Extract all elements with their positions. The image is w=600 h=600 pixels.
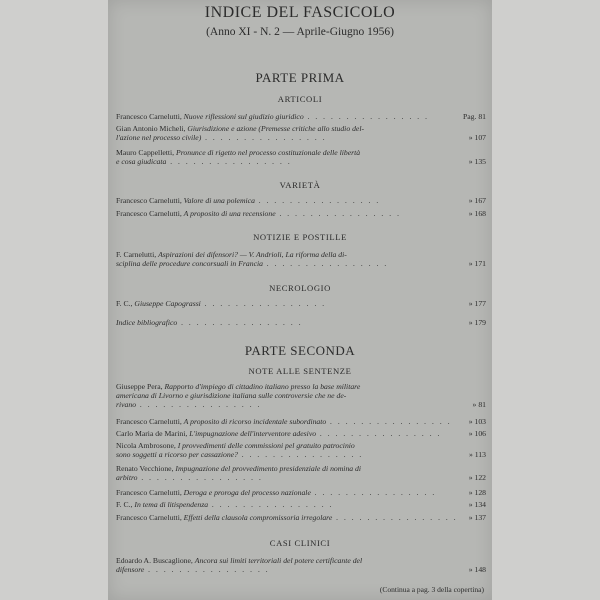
entry-author: Carlo Maria de Marini, xyxy=(116,429,188,438)
entry-title: Pronunce di rigetto nel processo costituzionale delle libertà xyxy=(176,148,361,157)
toc-entry xyxy=(116,148,486,166)
entry-title-cont: americana di Livorno e giurisdizione italiana sulle controversie che ne de- xyxy=(116,391,347,401)
entry-page: » 168 xyxy=(468,209,486,218)
section-necrologio: NECROLOGIO xyxy=(269,283,331,293)
entry-page: » 107 xyxy=(468,133,486,143)
entry-author: Nicola Ambrosone, xyxy=(116,441,176,450)
entry-page: Pag. 81 xyxy=(462,112,486,121)
entry-title: A proposito di ricorso incidentale subordinato . . . xyxy=(184,417,452,426)
entry-title-cont: l'azione nel processo civile) . . . xyxy=(116,133,327,142)
toc-entry xyxy=(116,382,486,410)
toc-entry xyxy=(116,441,486,459)
entry-title: Giuseppe Capograssi . . . xyxy=(134,299,326,308)
entry-author: Francesco Carnelutti, xyxy=(116,417,182,426)
entry-author: Mauro Cappelletti, xyxy=(116,148,175,157)
entry-title-cont: e cosa giudicata . . . xyxy=(116,157,292,166)
entry-author: F. C., xyxy=(116,299,133,308)
entry-page: » 113 xyxy=(468,450,486,460)
toc-entry xyxy=(116,124,486,142)
entry-title: Valore di una polemica . . . xyxy=(184,196,381,205)
toc-entry xyxy=(116,513,486,522)
entry-title-cont: rivano . . . xyxy=(116,400,262,409)
toc-entry xyxy=(116,488,486,497)
entry-title: L'impugnazione dell'interventore adesivo . . . xyxy=(189,429,441,438)
toc-entry xyxy=(116,196,486,205)
entry-page: » 179 xyxy=(468,318,486,327)
section-note: NOTE ALLE SENTENZE xyxy=(248,366,352,376)
section-articoli: ARTICOLI xyxy=(277,94,323,104)
section-varieta: VARIETÀ xyxy=(279,180,321,190)
entry-title: Aspirazioni dei difensori? — V. Andrioli, La riforma della di- xyxy=(158,250,347,259)
entry-title: A proposito di una recensione . . . xyxy=(184,209,401,218)
entry-title: Ancora sui limiti territoriali del potere certificante del xyxy=(194,556,363,565)
toc-entry xyxy=(116,429,486,438)
page-subtitle: (Anno XI - N. 2 — Aprile-Giugno 1956) xyxy=(206,26,394,38)
entry-author: Francesco Carnelutti, xyxy=(116,209,182,218)
entry-title: Indice bibliografico . . . xyxy=(116,318,303,327)
entry-page: » 128 xyxy=(468,488,486,497)
page xyxy=(108,0,492,600)
entry-page: » 177 xyxy=(468,299,486,308)
entry-page: » 148 xyxy=(468,565,486,575)
entry-title: Rapporto d'impiego di cittadino italiano presso la base militare xyxy=(164,382,361,391)
part-heading-prima: PARTE PRIMA xyxy=(255,70,345,85)
entry-title: I provvedimenti delle commissioni pel gratuito patrocinio xyxy=(177,441,355,450)
entry-author: Francesco Carnelutti, xyxy=(116,196,182,205)
toc-entry xyxy=(116,112,486,121)
section-casi: CASI CLINICI xyxy=(269,538,331,548)
entry-page: » 81 xyxy=(472,400,486,410)
entry-title-cont: difensore . . . xyxy=(116,565,270,574)
entry-author: Gian Antonio Micheli, xyxy=(116,124,186,133)
entry-title: Effetti della clausola compromissoria irregolare . . . xyxy=(184,513,458,522)
entry-author: Edoardo A. Buscaglione, xyxy=(116,556,193,565)
entry-author: Francesco Carnelutti, xyxy=(116,513,182,522)
toc-entry xyxy=(116,299,486,308)
entry-author: Francesco Carnelutti, xyxy=(116,488,182,497)
page-title: INDICE DEL FASCICOLO xyxy=(204,4,396,21)
entry-title-cont: arbitro . . . xyxy=(116,473,263,482)
entry-author: F. Carnelutti, xyxy=(116,250,157,259)
entry-author: Giuseppe Pera, xyxy=(116,382,163,391)
entry-title: Deroga e proroga del processo nazionale . . . xyxy=(184,488,437,497)
entry-page: » 103 xyxy=(468,417,486,426)
toc-entry xyxy=(116,464,486,482)
entry-page: » 167 xyxy=(468,196,486,205)
toc-entry xyxy=(116,209,486,218)
toc-entry xyxy=(116,556,486,574)
entry-title: Giurisdizione e azione (Premesse critiche allo studio del- xyxy=(187,124,365,133)
toc-entry xyxy=(116,500,486,509)
entry-page: » 135 xyxy=(468,157,486,167)
part-heading-seconda: PARTE SECONDA xyxy=(244,343,356,358)
entry-page: » 106 xyxy=(468,429,486,438)
section-notizie: NOTIZIE E POSTILLE xyxy=(253,232,347,242)
entry-page: » 122 xyxy=(468,473,486,483)
entry-title: Impugnazione del provvedimento presidenziale di nomina di xyxy=(175,464,362,473)
entry-author: Francesco Carnelutti, xyxy=(116,112,182,121)
entry-page: » 137 xyxy=(468,513,486,522)
toc-entry xyxy=(116,318,486,327)
entry-title: In tema di litispendenza . . . xyxy=(134,500,333,509)
toc-entry xyxy=(116,250,486,268)
entry-page: » 134 xyxy=(468,500,486,509)
entry-title-cont: sono soggetti a ricorso per cassazione? . . . xyxy=(116,450,363,459)
entry-page: » 171 xyxy=(468,259,486,269)
entry-author: F. C., xyxy=(116,500,133,509)
continuation-note: (Continua a pag. 3 della copertina) xyxy=(379,585,484,594)
entry-title-cont: sciplina delle procedure concorsuali in Francia . . . xyxy=(116,259,388,268)
entry-title: Nuove riflessioni sul giudizio giuridico . . . xyxy=(184,112,430,121)
toc-entry xyxy=(116,417,486,426)
entry-author: Renato Vecchione, xyxy=(116,464,174,473)
